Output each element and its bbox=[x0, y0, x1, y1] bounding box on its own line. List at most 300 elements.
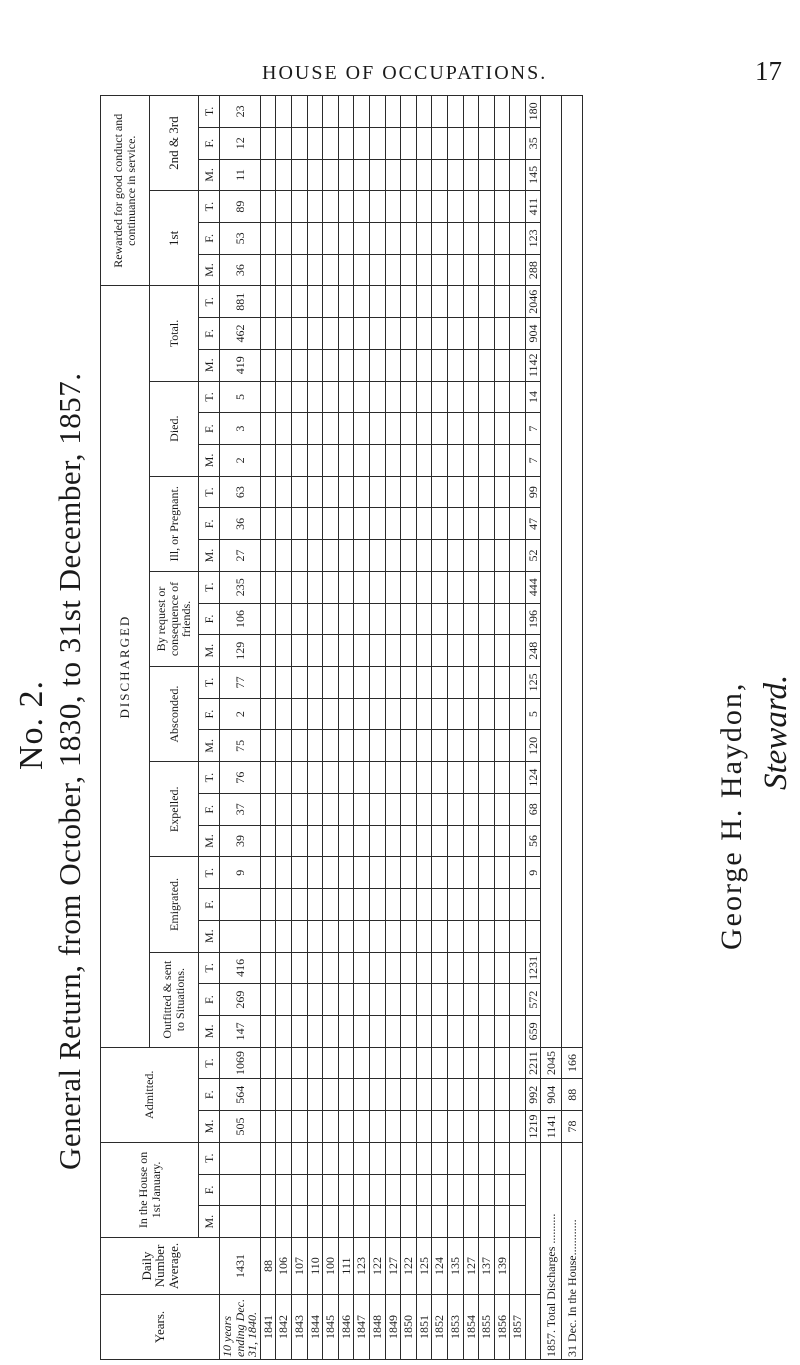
request-cell bbox=[479, 603, 495, 635]
died-cell bbox=[510, 445, 526, 477]
rew1-cell bbox=[323, 254, 339, 286]
emigrated-cell bbox=[276, 857, 292, 889]
footer-value-cell: 88 bbox=[562, 1079, 583, 1111]
in_house-cell bbox=[416, 1174, 432, 1206]
in_house-cell bbox=[463, 1142, 479, 1174]
expelled-cell bbox=[510, 793, 526, 825]
in_house-cell bbox=[432, 1206, 448, 1238]
admitted-cell bbox=[338, 1047, 354, 1079]
ill-cell bbox=[369, 476, 385, 508]
sent-cell bbox=[354, 984, 370, 1016]
total-rew2-cell: 180 bbox=[525, 96, 541, 128]
rew2-cell bbox=[385, 127, 401, 159]
emigrated-cell bbox=[220, 889, 261, 921]
col-ill-pregnant: Ill, or Pregnant. bbox=[150, 476, 199, 571]
sex-header-died-m: M. bbox=[199, 445, 220, 477]
year-cell: 1845 bbox=[323, 1295, 339, 1360]
total-request-cell: 444 bbox=[525, 571, 541, 603]
total-emigrated-cell bbox=[525, 889, 541, 921]
absconded-cell bbox=[338, 698, 354, 730]
request-cell bbox=[385, 603, 401, 635]
sex-header-absconded-m: M. bbox=[199, 730, 220, 762]
ill-cell bbox=[354, 540, 370, 572]
expelled-cell bbox=[338, 762, 354, 794]
sex-header-rew1-m: M. bbox=[199, 254, 220, 286]
died-cell bbox=[260, 445, 276, 477]
expelled-cell bbox=[401, 762, 417, 794]
request-cell bbox=[323, 571, 339, 603]
request-cell bbox=[369, 603, 385, 635]
total-absconded-cell: 120 bbox=[525, 730, 541, 762]
rew2-cell bbox=[354, 127, 370, 159]
admitted-cell bbox=[369, 1047, 385, 1079]
in_house-cell bbox=[291, 1206, 307, 1238]
total-cell bbox=[432, 286, 448, 318]
year-cell: 1848 bbox=[369, 1295, 385, 1360]
died-cell bbox=[354, 381, 370, 413]
absconded-cell bbox=[369, 698, 385, 730]
sent-cell bbox=[260, 984, 276, 1016]
daily-number-cell: 135 bbox=[447, 1238, 463, 1295]
absconded-cell: 75 bbox=[220, 730, 261, 762]
sent-cell bbox=[510, 1015, 526, 1047]
year-cell: 1843 bbox=[291, 1295, 307, 1360]
total-cell bbox=[447, 349, 463, 381]
admitted-cell bbox=[494, 1079, 510, 1111]
died-cell bbox=[479, 445, 495, 477]
rew1-cell bbox=[416, 223, 432, 255]
ill-cell: 36 bbox=[220, 508, 261, 540]
admitted-cell bbox=[291, 1111, 307, 1143]
rew1-cell bbox=[369, 254, 385, 286]
sent-cell bbox=[276, 1015, 292, 1047]
rew1-cell bbox=[494, 254, 510, 286]
table-row bbox=[276, 96, 292, 1360]
total-absconded-cell: 125 bbox=[525, 667, 541, 699]
ill-cell bbox=[447, 540, 463, 572]
sent-cell bbox=[338, 984, 354, 1016]
ill-cell bbox=[291, 508, 307, 540]
admitted-cell bbox=[463, 1047, 479, 1079]
sent-cell bbox=[416, 984, 432, 1016]
emigrated-cell bbox=[479, 920, 495, 952]
sent-cell bbox=[479, 984, 495, 1016]
emigrated-cell bbox=[307, 889, 323, 921]
sent-cell bbox=[401, 952, 417, 984]
decade-note: 10 years ending Dec. 31, 1840. bbox=[220, 1295, 261, 1360]
sent-cell bbox=[276, 984, 292, 1016]
sent-cell bbox=[401, 1015, 417, 1047]
in_house-cell bbox=[494, 1206, 510, 1238]
rew2-cell bbox=[463, 159, 479, 191]
ill-cell bbox=[385, 476, 401, 508]
sent-cell bbox=[291, 952, 307, 984]
ill-cell bbox=[276, 540, 292, 572]
request-cell bbox=[463, 635, 479, 667]
absconded-cell bbox=[416, 667, 432, 699]
admitted-cell bbox=[401, 1111, 417, 1143]
emigrated-cell bbox=[276, 920, 292, 952]
absconded-cell bbox=[510, 730, 526, 762]
return-table-frame bbox=[100, 95, 700, 1360]
sent-cell bbox=[447, 1015, 463, 1047]
expelled-cell bbox=[276, 762, 292, 794]
request-cell bbox=[369, 635, 385, 667]
ill-cell bbox=[447, 508, 463, 540]
return-table bbox=[100, 95, 583, 1360]
rew1-cell bbox=[463, 223, 479, 255]
emigrated-cell bbox=[291, 889, 307, 921]
request-cell bbox=[260, 635, 276, 667]
ill-cell bbox=[494, 476, 510, 508]
table-row bbox=[323, 96, 339, 1360]
admitted-cell bbox=[338, 1079, 354, 1111]
rew2-cell bbox=[260, 127, 276, 159]
emigrated-cell bbox=[338, 857, 354, 889]
emigrated-cell bbox=[307, 857, 323, 889]
rew2-cell bbox=[307, 96, 323, 128]
expelled-cell bbox=[401, 793, 417, 825]
year-cell: 1852 bbox=[432, 1295, 448, 1360]
admitted-cell: 1069 bbox=[220, 1047, 261, 1079]
died-cell bbox=[338, 381, 354, 413]
rew2-cell bbox=[463, 127, 479, 159]
request-cell bbox=[494, 571, 510, 603]
in_house-cell bbox=[260, 1206, 276, 1238]
absconded-cell bbox=[401, 667, 417, 699]
emigrated-cell bbox=[494, 889, 510, 921]
daily-number-cell: 137 bbox=[479, 1238, 495, 1295]
total-cell bbox=[369, 318, 385, 350]
sent-cell bbox=[432, 984, 448, 1016]
sex-header-admitted-m: M. bbox=[199, 1111, 220, 1143]
request-cell bbox=[432, 603, 448, 635]
rew1-cell bbox=[354, 254, 370, 286]
rew1-cell bbox=[354, 191, 370, 223]
admitted-cell bbox=[432, 1047, 448, 1079]
sent-cell bbox=[323, 1015, 339, 1047]
total-cell bbox=[338, 349, 354, 381]
admitted-cell bbox=[510, 1079, 526, 1111]
died-cell bbox=[494, 381, 510, 413]
absconded-cell bbox=[447, 698, 463, 730]
emigrated-cell bbox=[291, 857, 307, 889]
emigrated-cell bbox=[220, 920, 261, 952]
rew1-cell bbox=[369, 223, 385, 255]
rew1-cell bbox=[369, 191, 385, 223]
rew2-cell bbox=[494, 159, 510, 191]
in_house-cell bbox=[401, 1174, 417, 1206]
emigrated-cell bbox=[432, 889, 448, 921]
absconded-cell bbox=[291, 667, 307, 699]
table-row bbox=[463, 96, 479, 1360]
absconded-cell bbox=[432, 698, 448, 730]
expelled-cell bbox=[369, 825, 385, 857]
in_house-cell bbox=[385, 1206, 401, 1238]
died-cell bbox=[479, 381, 495, 413]
request-cell bbox=[494, 635, 510, 667]
rew1-cell bbox=[479, 254, 495, 286]
in_house-cell bbox=[447, 1206, 463, 1238]
emigrated-cell bbox=[401, 920, 417, 952]
total-cell bbox=[416, 318, 432, 350]
admitted-cell bbox=[416, 1079, 432, 1111]
sex-header-absconded-f: F. bbox=[199, 698, 220, 730]
admitted-cell bbox=[291, 1079, 307, 1111]
expelled-cell bbox=[463, 793, 479, 825]
absconded-cell: 2 bbox=[220, 698, 261, 730]
rew2-cell bbox=[416, 96, 432, 128]
emigrated-cell bbox=[463, 920, 479, 952]
page-number: 17 bbox=[755, 56, 782, 86]
daily-number-cell: 139 bbox=[494, 1238, 510, 1295]
sex-header-admitted-f: F. bbox=[199, 1079, 220, 1111]
total-cell bbox=[323, 318, 339, 350]
emigrated-cell bbox=[432, 857, 448, 889]
emigrated-cell bbox=[354, 920, 370, 952]
expelled-cell: 37 bbox=[220, 793, 261, 825]
admitted-cell bbox=[463, 1111, 479, 1143]
total-cell bbox=[291, 286, 307, 318]
rew1-cell bbox=[401, 254, 417, 286]
footer-value-cell: 166 bbox=[562, 1047, 583, 1079]
admitted-cell bbox=[307, 1079, 323, 1111]
rew1-cell: 89 bbox=[220, 191, 261, 223]
in_house-cell bbox=[385, 1142, 401, 1174]
daily-number-cell: 100 bbox=[323, 1238, 339, 1295]
admitted-cell bbox=[447, 1111, 463, 1143]
expelled-cell bbox=[338, 825, 354, 857]
absconded-cell bbox=[463, 667, 479, 699]
ill-cell bbox=[401, 540, 417, 572]
absconded-cell bbox=[432, 730, 448, 762]
request-cell bbox=[416, 571, 432, 603]
sex-header-request-f: F. bbox=[199, 603, 220, 635]
absconded-cell: 77 bbox=[220, 667, 261, 699]
daily-number-cell bbox=[510, 1238, 526, 1295]
total-cell bbox=[447, 286, 463, 318]
ill-cell bbox=[307, 540, 323, 572]
total-cell bbox=[494, 349, 510, 381]
rew1-cell bbox=[416, 254, 432, 286]
sent-cell bbox=[385, 952, 401, 984]
sent-cell bbox=[479, 952, 495, 984]
ill-cell bbox=[510, 540, 526, 572]
absconded-cell bbox=[276, 667, 292, 699]
admitted-cell bbox=[260, 1111, 276, 1143]
expelled-cell bbox=[463, 825, 479, 857]
ill-cell bbox=[401, 476, 417, 508]
rew2-cell bbox=[385, 159, 401, 191]
absconded-cell bbox=[463, 698, 479, 730]
signature-role: Steward. bbox=[758, 674, 794, 790]
ill-cell bbox=[494, 508, 510, 540]
total-cell bbox=[479, 349, 495, 381]
col-admitted: Admitted. bbox=[101, 1047, 199, 1142]
rew1-cell bbox=[291, 254, 307, 286]
absconded-cell bbox=[338, 730, 354, 762]
sex-header-died-t: T. bbox=[199, 381, 220, 413]
died-cell bbox=[385, 445, 401, 477]
request-cell bbox=[354, 571, 370, 603]
absconded-cell bbox=[291, 730, 307, 762]
daily-number-cell: 107 bbox=[291, 1238, 307, 1295]
sex-header-rew2-m: M. bbox=[199, 159, 220, 191]
admitted-cell bbox=[276, 1047, 292, 1079]
sent-cell: 416 bbox=[220, 952, 261, 984]
ill-cell bbox=[369, 540, 385, 572]
admitted-cell bbox=[291, 1047, 307, 1079]
in_house-cell bbox=[447, 1174, 463, 1206]
request-cell bbox=[463, 603, 479, 635]
rew2-cell bbox=[479, 159, 495, 191]
daily-number-cell: 127 bbox=[463, 1238, 479, 1295]
sent-cell bbox=[338, 1015, 354, 1047]
admitted-cell bbox=[463, 1079, 479, 1111]
total-cell bbox=[463, 318, 479, 350]
ill-cell bbox=[479, 540, 495, 572]
totals-blank bbox=[525, 1238, 541, 1295]
rew1-cell bbox=[307, 254, 323, 286]
sent-cell bbox=[510, 952, 526, 984]
total-cell bbox=[354, 349, 370, 381]
died-cell bbox=[338, 413, 354, 445]
absconded-cell bbox=[401, 730, 417, 762]
expelled-cell bbox=[510, 762, 526, 794]
ill-cell bbox=[369, 508, 385, 540]
rew1-cell bbox=[385, 223, 401, 255]
total-died-cell: 14 bbox=[525, 381, 541, 413]
expelled-cell bbox=[494, 762, 510, 794]
total-cell bbox=[401, 318, 417, 350]
rew2-cell bbox=[338, 96, 354, 128]
total-cell bbox=[510, 349, 526, 381]
admitted-cell: 505 bbox=[220, 1111, 261, 1143]
total-cell bbox=[510, 286, 526, 318]
footer-label: 1857. Total Discharges .......... bbox=[541, 1142, 562, 1359]
absconded-cell bbox=[354, 698, 370, 730]
ill-cell bbox=[323, 476, 339, 508]
sex-header-in_house-m: M. bbox=[199, 1206, 220, 1238]
in_house-cell bbox=[416, 1206, 432, 1238]
ill-cell bbox=[432, 476, 448, 508]
sent-cell bbox=[510, 984, 526, 1016]
footer-value-cell: 78 bbox=[562, 1111, 583, 1143]
expelled-cell bbox=[494, 825, 510, 857]
emigrated-cell bbox=[260, 857, 276, 889]
col-daily-number: Daily Number Average. bbox=[101, 1238, 220, 1295]
sent-cell bbox=[494, 984, 510, 1016]
table-row bbox=[432, 96, 448, 1360]
absconded-cell bbox=[276, 730, 292, 762]
ill-cell: 63 bbox=[220, 476, 261, 508]
in_house-cell bbox=[276, 1174, 292, 1206]
died-cell bbox=[416, 445, 432, 477]
request-cell bbox=[416, 635, 432, 667]
rew1-cell bbox=[276, 191, 292, 223]
total-cell bbox=[338, 318, 354, 350]
ill-cell bbox=[338, 508, 354, 540]
sent-cell bbox=[354, 952, 370, 984]
expelled-cell bbox=[307, 793, 323, 825]
rew2-cell: 12 bbox=[220, 127, 261, 159]
sent-cell bbox=[307, 984, 323, 1016]
ill-cell bbox=[416, 508, 432, 540]
request-cell bbox=[276, 603, 292, 635]
total-total-cell: 904 bbox=[525, 318, 541, 350]
total-cell bbox=[323, 286, 339, 318]
emigrated-cell bbox=[338, 889, 354, 921]
expelled-cell bbox=[276, 825, 292, 857]
ill-cell bbox=[463, 508, 479, 540]
total-cell bbox=[291, 349, 307, 381]
absconded-cell bbox=[447, 730, 463, 762]
request-cell: 106 bbox=[220, 603, 261, 635]
daily-number-cell: 1431 bbox=[220, 1238, 261, 1295]
sent-cell bbox=[494, 952, 510, 984]
daily-number-cell: 124 bbox=[432, 1238, 448, 1295]
request-cell bbox=[416, 603, 432, 635]
total-rew1-cell: 123 bbox=[525, 223, 541, 255]
ill-cell bbox=[291, 540, 307, 572]
expelled-cell: 76 bbox=[220, 762, 261, 794]
in_house-cell bbox=[463, 1174, 479, 1206]
admitted-cell bbox=[401, 1047, 417, 1079]
sent-cell bbox=[323, 952, 339, 984]
running-title: HOUSE OF OCCUPATIONS. bbox=[262, 62, 548, 84]
year-cell: 1854 bbox=[463, 1295, 479, 1360]
died-cell bbox=[369, 381, 385, 413]
request-cell bbox=[354, 603, 370, 635]
rew1-cell bbox=[479, 223, 495, 255]
daily-number-cell: 127 bbox=[385, 1238, 401, 1295]
absconded-cell bbox=[260, 667, 276, 699]
in_house-cell bbox=[354, 1142, 370, 1174]
total-cell bbox=[276, 349, 292, 381]
footer-row bbox=[562, 96, 583, 1360]
admitted-cell bbox=[354, 1111, 370, 1143]
expelled-cell bbox=[416, 825, 432, 857]
col-years: Years. bbox=[101, 1295, 220, 1360]
request-cell bbox=[276, 571, 292, 603]
sent-cell bbox=[385, 1015, 401, 1047]
died-cell bbox=[432, 445, 448, 477]
col-in-house: In the House on 1st January. bbox=[101, 1142, 199, 1237]
in_house-cell bbox=[307, 1142, 323, 1174]
total-cell bbox=[510, 318, 526, 350]
in_house-cell bbox=[447, 1142, 463, 1174]
sex-header-died-f: F. bbox=[199, 413, 220, 445]
table-row bbox=[385, 96, 401, 1360]
table-row bbox=[307, 96, 323, 1360]
sent-cell bbox=[307, 1015, 323, 1047]
rew1-cell bbox=[510, 254, 526, 286]
request-cell bbox=[260, 571, 276, 603]
rew2-cell bbox=[416, 127, 432, 159]
footer-row bbox=[541, 96, 562, 1360]
admitted-cell bbox=[260, 1047, 276, 1079]
died-cell bbox=[276, 381, 292, 413]
total-rew1-cell: 411 bbox=[525, 191, 541, 223]
emigrated-cell bbox=[479, 857, 495, 889]
sent-cell: 269 bbox=[220, 984, 261, 1016]
rew2-cell bbox=[354, 96, 370, 128]
rew1-cell: 53 bbox=[220, 223, 261, 255]
ill-cell bbox=[307, 508, 323, 540]
expelled-cell bbox=[260, 793, 276, 825]
emigrated-cell bbox=[463, 857, 479, 889]
rew2-cell bbox=[369, 159, 385, 191]
